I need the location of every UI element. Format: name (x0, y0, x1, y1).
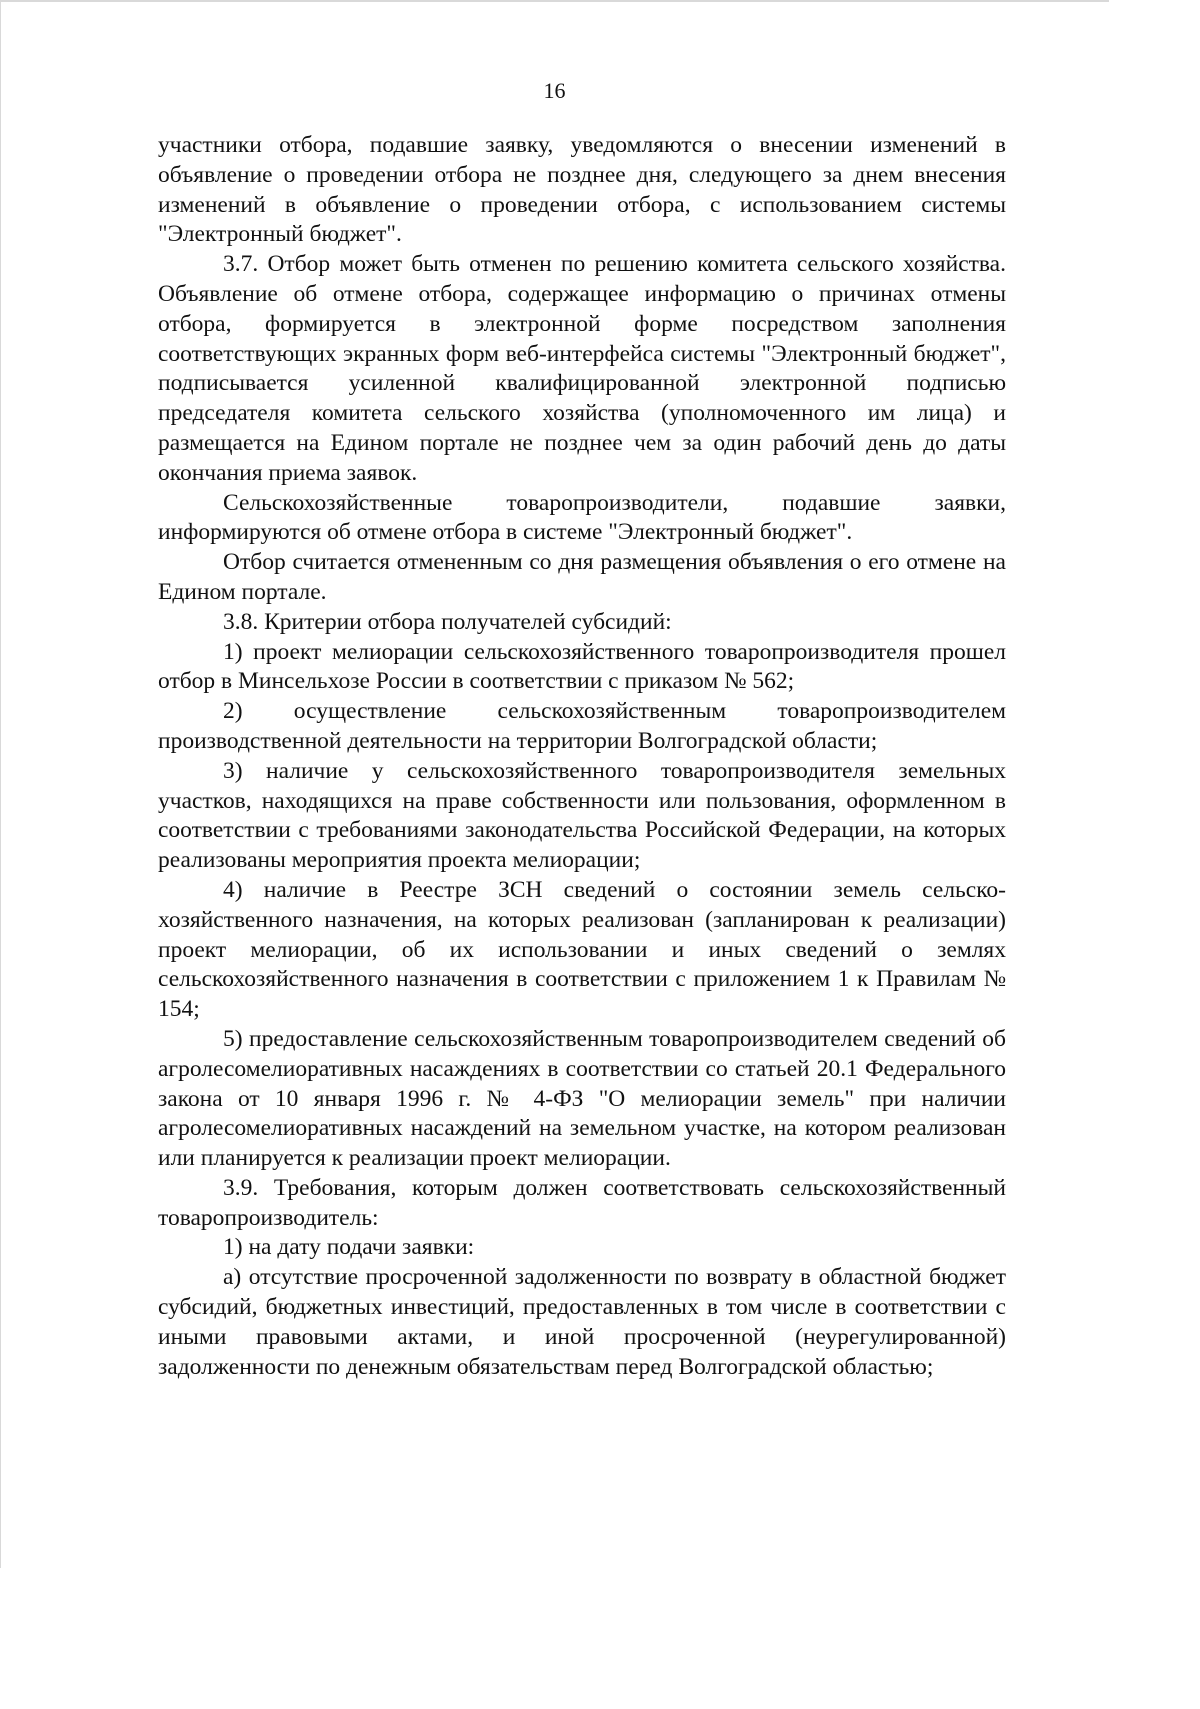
criterion-4: 4) наличие в Реестре ЗСН сведений о состоянии земель сельскохозяйственного назначения, на которых реализован (запланирован к реализации) проект мелиорации, об их использовании и иных сведений о землях сельскохозяйственного назначения в соответствии с приложением 1 к Правилам № 154; (158, 876, 1006, 1023)
page-number: 16 (543, 78, 566, 103)
criterion-5: 5) предоставление сельскохозяйственным товаропроизводителем сведений об агролесомелиоративных насаждениях в соответствии со статьей 20.1 Федерального закона от 10 января 1996 г. № 4-ФЗ "О мелиорации земель" при наличии агролесомелиоративных насаждений на земельном участке, на котором реализован или планируется к реализации проект мелиорации. (158, 1025, 1006, 1172)
criterion-1: 1) проект мелиорации сельскохозяйственного товаропроизводителя прошел отбор в Минсельхозе России в соответствии с приказом № 562; (158, 638, 1006, 695)
scan-left-edge (0, 0, 1, 1568)
document-body (158, 131, 1006, 1382)
paragraph-3-7: 3.7. Отбор может быть отменен по решению комитета сельского хозяйства. Объявление об отмене отбора, содержащее информацию о причинах отмены отбора, формируется в электронной форме посредством заполнения соответствующих экранных форм веб-интерфейса системы "Электронный бюджет", подписывается усиленной квалифицированной электронной подписью председателя комитета сельского хозяйства (уполномоченного им лица) и размещается на Едином портале не позднее чем за один рабочий день до даты окончания приема заявок. (158, 251, 1006, 486)
requirement-1: 1) на дату подачи заявки: (223, 1234, 475, 1261)
paragraph-producers-informed: Сельскохозяйственные товаропроизводители, подавшие заявки, информируются об отмене отбора в системе "Электронный бюджет". (158, 489, 1006, 546)
requirement-1-a: а) отсутствие просроченной задолженности по возврату в областной бюджет субсидий, бюджетных инвестиций, предоставленных в том числе в соответствии с иными правовыми актами, и иной просроченной (неурегулированной) задолженности по денежным обязательствам перед Волгоградской областью; (158, 1264, 1006, 1380)
paragraph-continuation: участники отбора, подавшие заявку, уведомляются о внесении изменений в объявление о проведении отбора не позднее дня, следующего за днем внесения изменений в объявление о проведении отбора, с использованием системы "Электронный бюджет". (158, 132, 1006, 248)
criterion-2: 2) осуществление сельскохозяйственным товаропроизводителем производственной деятельности на территории Волгоградской области; (158, 698, 1006, 754)
paragraph-3-9: 3.9. Требования, которым должен соответствовать сельскохозяйственный товаропроизводитель: (158, 1174, 1006, 1231)
scan-top-edge (0, 0, 1109, 2)
paragraph-selection-cancelled: Отбор считается отмененным со дня размещения объявления о его отмене на Едином портале. (158, 549, 1006, 605)
paragraph-3-8: 3.8. Критерии отбора получателей субсидий: (223, 608, 672, 635)
criterion-3: 3) наличие у сельскохозяйственного товаропроизводителя земельных участков, находящихся на праве собственности или пользования, оформленном в соответствии с требованиями законодательства Российской Федерации, на которых реализованы мероприятия проекта мелиорации; (158, 757, 1006, 874)
